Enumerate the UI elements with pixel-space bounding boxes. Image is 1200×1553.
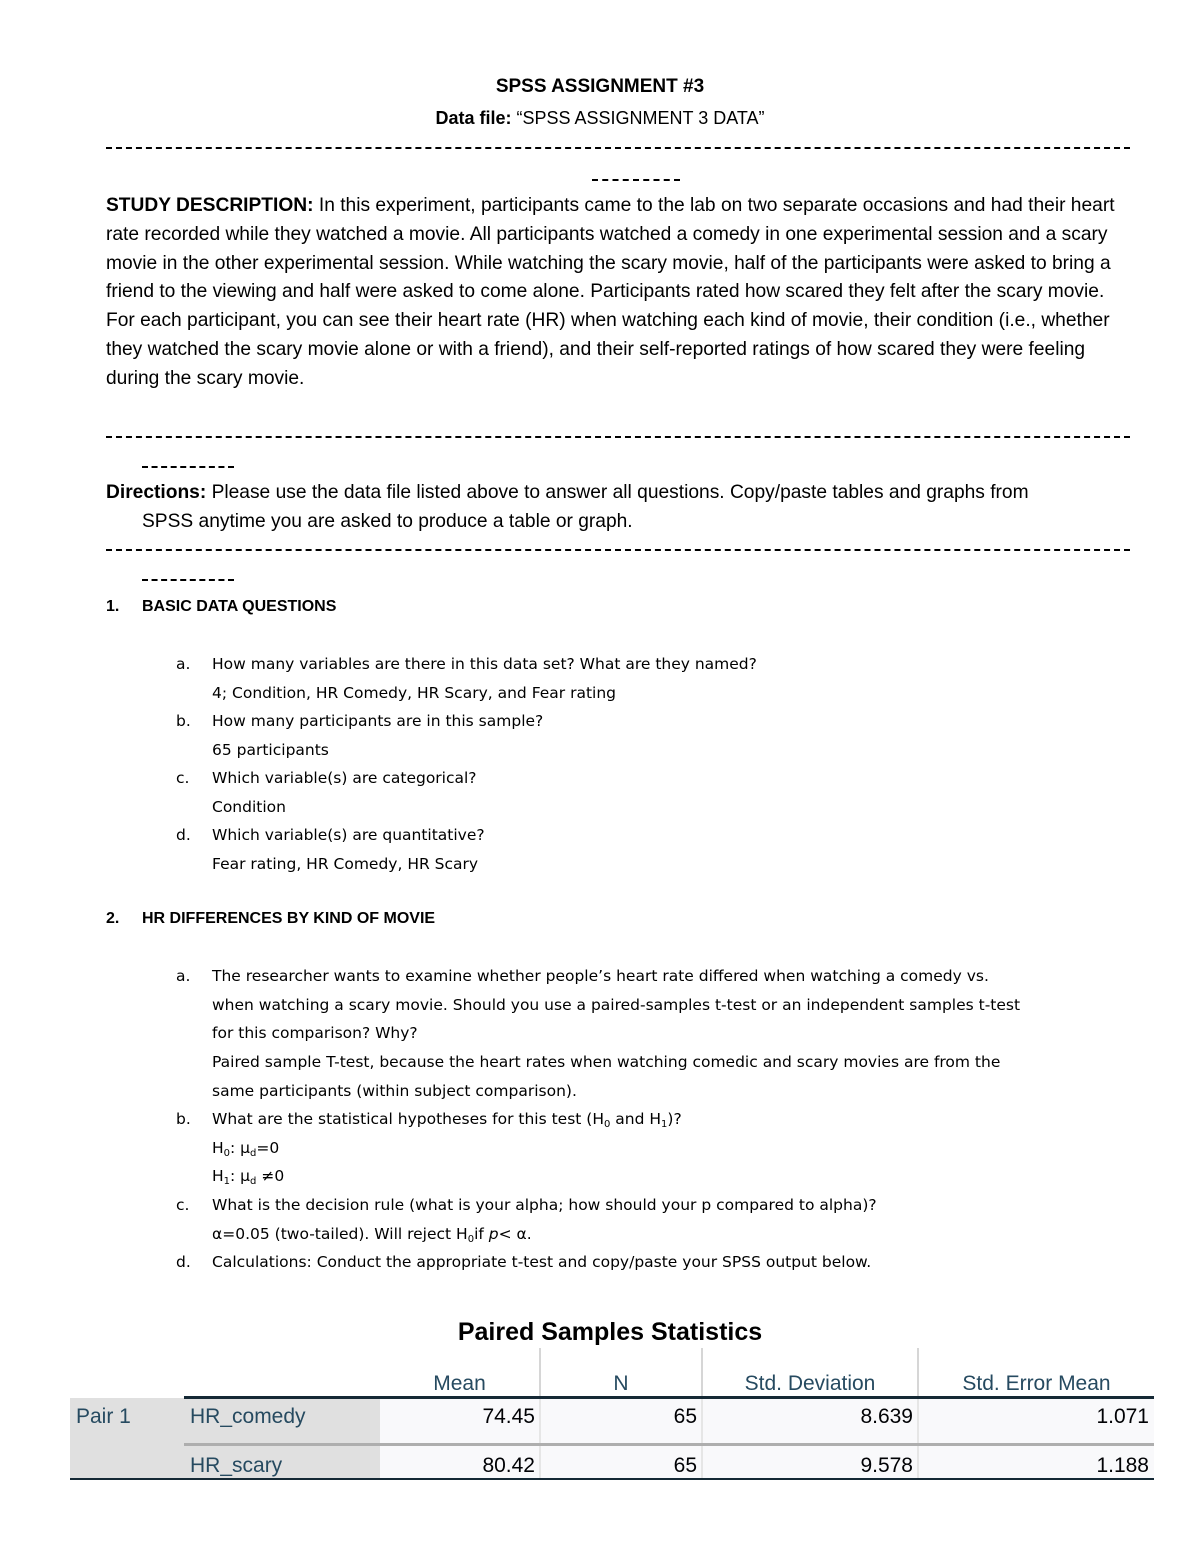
separator-line — [106, 549, 1130, 553]
spss-table-title: Paired Samples Statistics — [457, 1318, 763, 1346]
answer-part: if — [474, 1224, 489, 1243]
data-file-name: “SPSS ASSIGNMENT 3 DATA” — [511, 108, 765, 128]
directions — [106, 479, 1132, 537]
question-letter: a. — [176, 655, 191, 673]
question-text: for this comparison? Why? — [212, 1024, 418, 1043]
question-text-part: and H — [610, 1110, 662, 1128]
question-1b — [176, 707, 1126, 765]
section-2-number: 2. — [106, 910, 120, 927]
question-2d — [176, 1248, 1126, 1278]
table-bottom-rule — [70, 1478, 1154, 1480]
question-text-part: )? — [667, 1110, 682, 1128]
cell-std-error-mean: 1.188 — [1096, 1454, 1149, 1477]
subscript: 0 — [467, 1233, 475, 1245]
question-letter: c. — [176, 769, 190, 787]
subscript: 0 — [603, 1119, 611, 1130]
answer-part: p — [488, 1224, 499, 1243]
hypothesis-part: ≠0 — [256, 1167, 285, 1186]
hypothesis-part: : μ — [230, 1138, 251, 1157]
section-2-title: HR DIFFERENCES BY KIND OF MOVIE — [142, 910, 436, 927]
question-letter: c. — [176, 1196, 190, 1214]
directions-label: Directions: — [106, 482, 207, 503]
hypothesis-part: : μ — [230, 1167, 251, 1186]
separator-line-tail — [142, 466, 234, 470]
directions-text-cont: SPSS anytime you are asked to produce a table or graph. — [142, 510, 633, 532]
table-top-rule — [184, 1396, 1154, 1399]
document-title: SPSS ASSIGNMENT #3 — [495, 76, 705, 97]
question-letter: b. — [176, 712, 191, 730]
question-text: Which variable(s) are categorical? — [212, 769, 477, 787]
question-text: How many participants are in this sample? — [212, 712, 544, 730]
section-2-heading — [106, 910, 435, 928]
question-1a — [176, 650, 1126, 708]
subscript: 1 — [661, 1119, 668, 1130]
answer-text: Fear rating, HR Comedy, HR Scary — [212, 854, 479, 873]
row-label-hr-scary: HR_scary — [190, 1454, 283, 1477]
question-text-part: What are the statistical hypotheses for this test (H — [212, 1110, 604, 1128]
study-text-2: For each participant, you can see their heart rate (HR) when watching each kind of movie, their condition (i.e., whether they watched the scary movie alone or with a friend), and their self-reported ratings of how scared they were feeling during the scary movie. — [106, 310, 1110, 389]
cell-n: 65 — [673, 1405, 697, 1428]
answer-part: < α. — [498, 1224, 532, 1243]
separator-line — [106, 147, 1130, 151]
subscript: 0 — [223, 1147, 231, 1159]
answer-text: 4; Condition, HR Comedy, HR Scary, and Fear rating — [212, 683, 617, 702]
question-2a — [176, 962, 1126, 1106]
section-1-title: BASIC DATA QUESTIONS — [142, 598, 337, 615]
study-text: In this experiment, participants came to the lab on two separate occasions and had their heart rate recorded while they watched a movie. All participants watched a comedy in one experimental session and a scary movie in the other experimental session. While watching the scary movie, half of the participants were asked to bring a friend to the viewing and half were asked to come alone. Participants rated how scared they felt after the scary movie. — [106, 195, 1115, 303]
cell-mean: 74.45 — [482, 1405, 535, 1428]
cell-std-deviation: 8.639 — [860, 1405, 913, 1428]
column-header-mean: Mean — [433, 1372, 486, 1395]
hypothesis-part: H — [212, 1167, 224, 1186]
question-2b — [176, 1105, 1126, 1191]
question-letter: d. — [176, 1253, 191, 1271]
column-header-std-error-mean: Std. Error Mean — [962, 1372, 1111, 1395]
section-1-heading — [106, 598, 336, 616]
subscript: 1 — [223, 1176, 231, 1188]
question-letter: a. — [176, 967, 191, 985]
separator-line-tail — [142, 579, 234, 583]
answer-text: Paired sample T-test, because the heart rates when watching comedic and scary movies are from the — [212, 1053, 1001, 1072]
hypothesis-part: H — [212, 1138, 224, 1157]
separator-line — [106, 436, 1130, 440]
directions-text: Please use the data file listed above to answer all questions. Copy/paste tables and graphs from — [206, 482, 1029, 503]
question-2c — [176, 1191, 1126, 1249]
answer-text: same participants (within subject comparison). — [212, 1081, 577, 1100]
section-1-number: 1. — [106, 598, 120, 615]
cell-mean: 80.42 — [482, 1454, 535, 1477]
separator-line-tail — [592, 179, 680, 183]
question-text: when watching a scary movie. Should you use a paired-samples t-test or an independent samples t-test — [212, 995, 1021, 1014]
cell-std-deviation: 9.578 — [860, 1454, 913, 1477]
row-label-hr-comedy: HR_comedy — [190, 1405, 306, 1428]
question-text: Which variable(s) are quantitative? — [212, 826, 485, 844]
answer-text: Condition — [212, 797, 286, 816]
cell-n: 65 — [673, 1454, 697, 1477]
column-header-std-deviation: Std. Deviation — [744, 1372, 876, 1395]
question-text: What is the decision rule (what is your alpha; how should your p compared to alpha)? — [212, 1196, 877, 1214]
data-file-label: Data file: — [435, 108, 512, 128]
study-description — [106, 192, 1132, 394]
subscript: d — [250, 1147, 257, 1159]
question-text: Calculations: Conduct the appropriate t-test and copy/paste your SPSS output below. — [212, 1253, 872, 1271]
table-row-separator — [184, 1443, 1154, 1446]
data-file-line — [0, 108, 1200, 129]
hypothesis-part: =0 — [256, 1138, 280, 1157]
pair-label: Pair 1 — [76, 1405, 131, 1428]
question-1c — [176, 764, 1126, 822]
paired-samples-statistics-table — [70, 1348, 1154, 1484]
question-1d — [176, 821, 1126, 879]
answer-text: 65 participants — [212, 740, 329, 759]
question-text: The researcher wants to examine whether people’s heart rate differed when watching a comedy vs. — [212, 967, 989, 985]
subscript: d — [250, 1176, 257, 1188]
cell-std-error-mean: 1.071 — [1096, 1405, 1149, 1428]
question-text: How many variables are there in this data set? What are they named? — [212, 655, 757, 673]
column-header-n: N — [613, 1372, 629, 1395]
question-letter: b. — [176, 1110, 191, 1128]
answer-part: α=0.05 (two-tailed). Will reject H — [212, 1224, 468, 1243]
study-label: STUDY DESCRIPTION: — [106, 195, 314, 216]
question-letter: d. — [176, 826, 191, 844]
